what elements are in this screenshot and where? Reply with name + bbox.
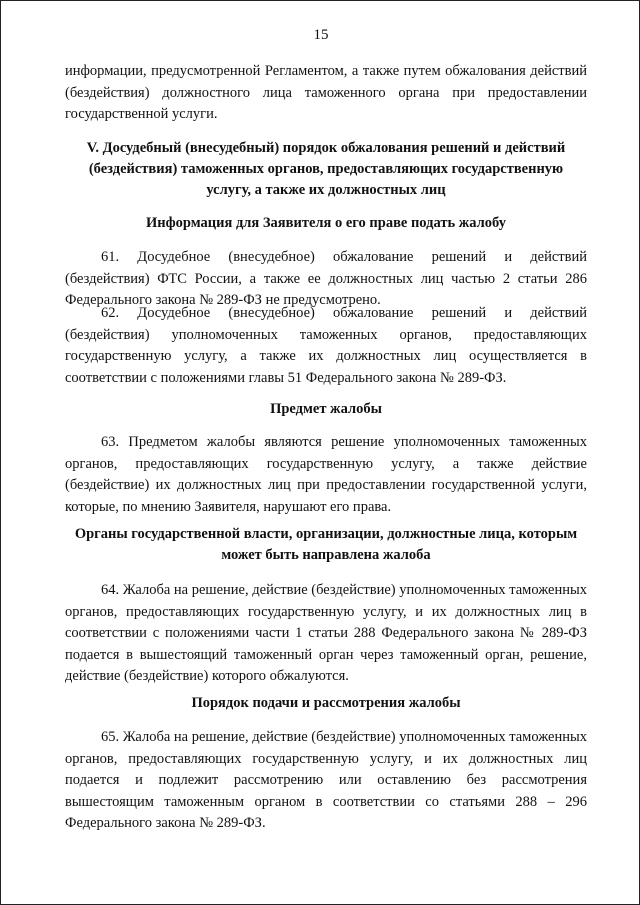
- section-title: V. Досудебный (внесудебный) порядок обжалования решений и действий (бездействия) таможенных органов, предоставляющих государственную услугу, а также их должностных лиц: [86, 140, 566, 198]
- paragraph-63: 63. Предметом жалобы являются решение уполномоченных таможенных органов, предоставляющих государственную услугу, а также действие (бездействие) их должностных лиц при предоставлении государственной услуги, которые, по мнению Заявителя, нарушают его права.: [65, 434, 587, 515]
- paragraph-65: 65. Жалоба на решение, действие (бездействие) уполномоченных таможенных органов, предоставляющих государственную услугу, и их должностных лиц подается и подлежит рассмотрению или оставлению без рассмотрения вышестоящим таможенным органом в соответствии со статьями 288 – 296 Федерального закона № 289-ФЗ.: [65, 729, 587, 831]
- heading-complaint-subject: Предмет жалобы: [270, 401, 382, 417]
- intro-paragraph: информации, предусмотренной Регламентом, а также путем обжалования действий (бездействия) должностного лица таможенного органа при предоставлении государственной услуги.: [65, 63, 587, 122]
- heading-complaint-procedure: Порядок подачи и рассмотрения жалобы: [191, 695, 461, 711]
- heading-complaint-organs: Органы государственной власти, организации, должностные лица, которым может быть направлена жалоба: [74, 526, 578, 563]
- paragraph-61: 61. Досудебное (внесудебное) обжалование решений и действий (бездействия) ФТС России, а также ее должностных лиц частью 2 статьи 286 Федерального закона № 289-ФЗ не предусмотрено.: [65, 249, 587, 308]
- paragraph-64: 64. Жалоба на решение, действие (бездействие) уполномоченных таможенных органов, предоставляющих государственную услугу, и их должностных лиц в соответствии с положениями части 1 статьи 288 Федерального закона № 289-ФЗ подается в вышестоящий таможенный орган через таможенный орган, решение, действие (бездействие) которого обжалуются.: [65, 582, 587, 684]
- page-number: 15: [313, 27, 329, 43]
- heading-complaint-right: Информация для Заявителя о его праве подать жалобу: [145, 215, 506, 231]
- paragraph-62: 62. Досудебное (внесудебное) обжалование решений и действий (бездействия) уполномоченных таможенных органов, предоставляющих государственную услугу, а также их должностных лиц осуществляется в соответствии с положениями главы 51 Федерального закона № 289-ФЗ.: [65, 305, 587, 386]
